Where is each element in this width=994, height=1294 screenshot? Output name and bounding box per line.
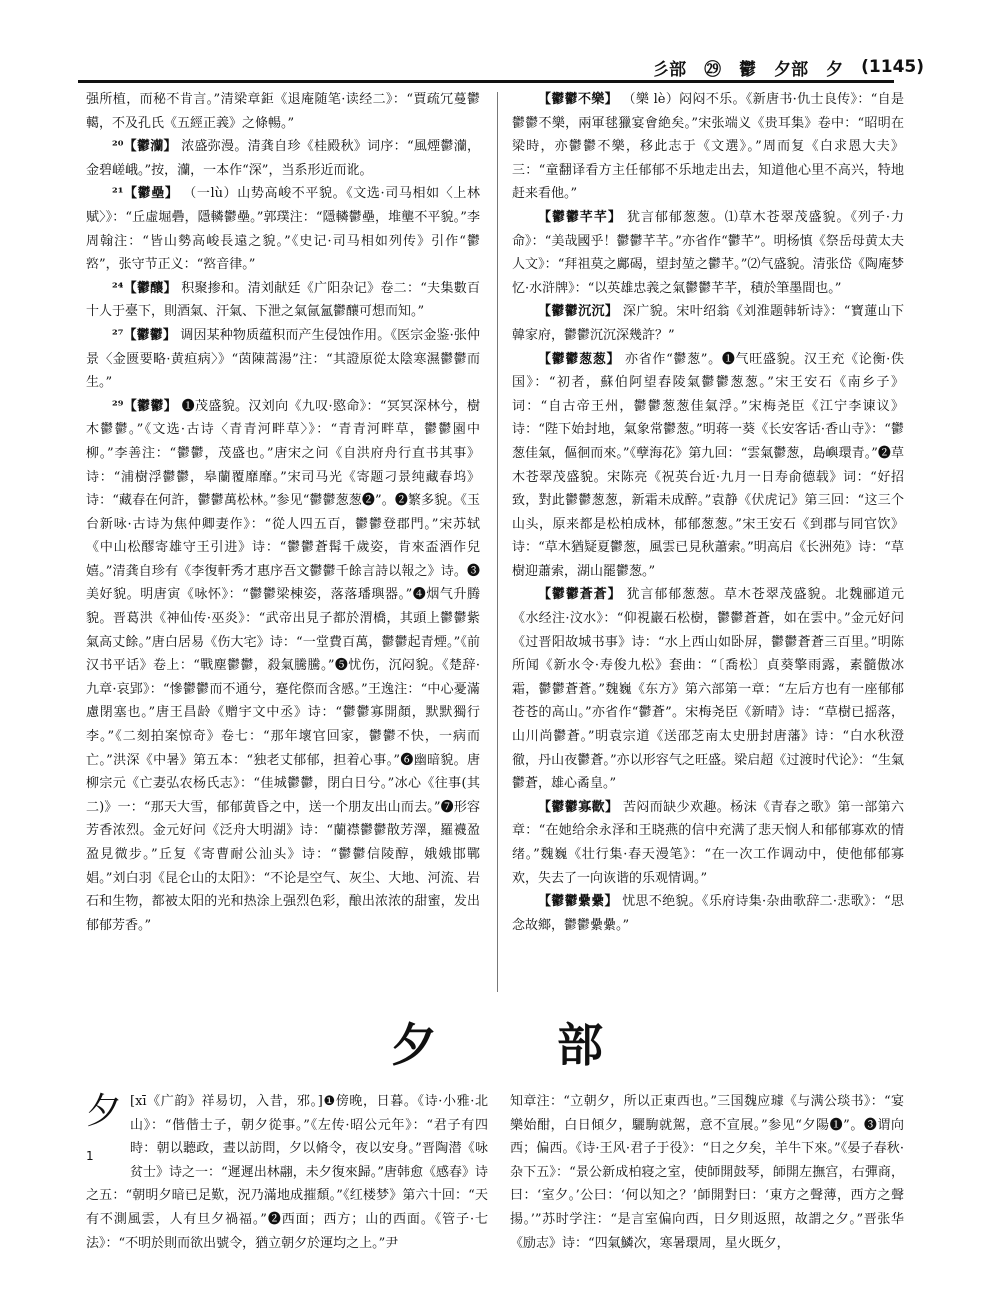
header-radical-left: 彡部: [652, 59, 687, 80]
header-radical-char: 夕: [826, 59, 844, 80]
entry-paragraph: [512, 300, 904, 347]
entry-paragraph: [512, 88, 904, 206]
entry-headword: ²⁹【鬱鬱】: [112, 398, 178, 414]
entry-headword: 【鬱鬱葱葱】: [538, 351, 621, 367]
entry-headword: 【鬱鬱不樂】: [538, 92, 619, 107]
entry-text: 浓盛弥漫。清龚自珍《桂殿秋》词序：“風煙鬱灡，金碧嵯峨。”按，灡，一本作“深”，当系形近而讹。: [86, 139, 480, 178]
entry-headword: ²⁷【鬱鬱】: [112, 327, 177, 343]
entry-text: 深广貌。宋叶绍翁《刘淮题韩斩诗》：“寶蓮山下韓家府，鬱鬱沉沉深幾許？”: [512, 304, 904, 343]
entry-text: ❶茂盛貌。汉刘向《九叹·愍命》：“冥冥深林兮，樹木鬱鬱。”《文选·古诗〈青青河畔草〉》：“青青河畔草，鬱鬱園中柳。”李善注：“鬱鬱，茂盛也。”唐宋之问《自洪府舟行直书其事》诗：“浦樹浮鬱鬱，皋蘭覆靡靡。”宋司马光《寄题刁景纯藏春坞》诗：“藏春在何許，鬱鬱萬松林。”参见“鬱鬱葱葱❷”。❷繁多貌。《玉台新咏·古诗为焦仲卿妻作》：“從人四五百，鬱鬱登郡門。”宋苏轼《中山松醪寄雄守王引进》诗：“鬱鬱蒼髯千歲姿，肯來盃酒作兒嬉。”清龚自珍有《李復軒秀才惠序吾文鬱鬱千餘言詩以報之》诗。❸美好貌。明唐寅《咏怀》：“鬱鬱梁棟姿，落落璠璵器。”❹烟气升腾貌。晋葛洪《神仙传·巫炎》：“武帝出見子都於渭橋，其頭上鬱鬱紫氣高丈餘。”唐白居易《伤大宅》诗：“一堂費百萬，鬱鬱起青煙。”《前汉书平话》卷上：“戰塵鬱鬱，殺氣騰騰。”❺忧伤，沉闷貌。《楚辞·九章·哀郢》：“慘鬱鬱而不通兮，蹇侘傺而含慼。”王逸注：“中心憂滿慮閉塞也。”唐王昌龄《赠宇文中丞》诗：“鬱鬱寡開顏，默默獨行李。”《二刻拍案惊奇》卷七：“那年壞官回家，鬱鬱不快，一病而亡。”洪深《中暑》第五本：“独老丈郁郁，担着心事。”❻幽暗貌。唐柳宗元《亡妻弘农杨氏志》：“佳城鬱鬱，閉白日兮。”冰心《往事(其二)》一：“那天大雪，郁郁黄昏之中，送一个朋友出山而去。”❼形容芳香浓烈。金元好问《泛舟大明湖》诗：“蘭襟鬱鬱散芳澤，羅襪盈盈見微步。”丘复《寄曹耐公汕头》诗：“鬱鬱信陵醇，娥娥邯鄲娼。”刘白羽《昆仑山的太阳》：“不论是空气、灰尘、大地、河流、岩石和生物，都被太阳的光和热涂上强烈色彩，酿出浓浓的甜蜜，发出郁郁芳香。”: [86, 398, 480, 933]
column-divider: [497, 92, 498, 992]
entry-paragraph: [86, 277, 480, 324]
header-radical-right: 夕部: [774, 59, 809, 80]
entry-text: 犹言郁郁葱葱。⑴草木苍翠茂盛貌。《列子·力命》：“美哉國乎！鬱鬱芊芊。”亦省作“鬱芊”。明杨慎《祭岳母黄太夫人文》：“拜祖莫之鄺碣，望封堃之鬱芊。”⑵气盛貌。清张岱《陶庵梦忆·水浒牌》：“以英雄忠義之氣鬱鬱芊芊，積於筆墨間也。”: [512, 209, 904, 296]
entry-paragraph: [86, 182, 480, 276]
entry-headword: 【鬱鬱芊芊】: [538, 209, 622, 225]
entry-paragraph: 强所植，而秘不肯言。”清梁章鉅《退庵随笔·读经二》：“賈疏冗蔓鬱轕，不及孔氏《五經正義》之條暢。”: [86, 92, 480, 131]
entry-headword: ²⁴【鬱釀】: [112, 280, 177, 296]
entry-text: 苦闷而缺少欢趣。杨沫《青春之歌》第一部第六章：“在她给余永泽和王晓燕的信中充满了悲天悯人和郁郁寡欢的情绪。”魏巍《壮行集·春天漫笔》：“在一次工作调动中，使他郁郁寡欢，失去了一向诙谐的乐观情调。”: [512, 799, 904, 886]
entry-headword: 【鬱鬱沉沉】: [538, 304, 619, 320]
entry-paragraph: [86, 324, 480, 395]
section-title-right: 部: [557, 1018, 603, 1072]
entry-headword: 【鬱鬱寡歡】: [538, 799, 619, 815]
header-char: 鬱: [739, 59, 757, 80]
entry-text: [xī《广韵》祥易切，入昔，邪。]❶傍晚，日暮。《诗·小雅·北山》：“偕偕士子，朝夕從事。”《左传·昭公元年》：“君子有四時：朝以聽政，晝以訪問，夕以脩令，夜以安身。”晋陶潜《咏贫士》诗之一：“遲遲出林翮，未夕復來歸。”唐韩愈《感春》诗之五：“朝明夕暗已足歎，況乃滿地成摧頹。”《红楼梦》第六十回：“天有不測風雲，人有旦夕禍福。”❷西面；西方；山的西面。《管子·七法》：“不明於則而欲出號令，猶立朝夕於運均之上。”尹: [86, 1094, 488, 1251]
entry-headword: 【鬱鬱蒼蒼】: [538, 587, 622, 603]
header-rule: [78, 80, 894, 83]
entry-text: 积聚掺和。清刘献廷《广阳杂记》卷二：“夫集數百十人于臺下，則酒氣、汗氣、下泄之氣氤氳鬱釀可想而知。”: [86, 280, 480, 320]
entry-headword: ²¹【鬱壘】: [112, 186, 179, 202]
entry-text: （樂 lè）闷闷不乐。《新唐书·仇士良传》：“自是鬱鬱不樂，兩軍毬獵宴會絶矣。”宋张端义《贵耳集》卷中：“昭明在梁時，亦鬱鬱不樂，移此志于《文選》。”周而复《白求恩大夫》三：“童翻译看方主任郁郁不乐地走出去，知道他心里不高兴，特地赶来看他。”: [512, 92, 904, 202]
entry-right-column: [510, 1090, 904, 1290]
entry-headword: 【鬱鬱纍纍】: [538, 894, 618, 910]
entry-headword: ²⁰【鬱灡】: [112, 139, 177, 155]
section-title: [0, 1012, 994, 1072]
entry-paragraph: [512, 796, 904, 890]
entry-text: 亦省作“鬱葱”。❶气旺盛貌。汉王充《论衡·佚国》：“初者，蘇伯阿望舂陵氣鬱鬱葱葱。”宋王安石《南乡子》词：“自古帝王州，鬱鬱葱葱佳氣浮。”宋梅尧臣《江宁李谏议》诗：“陛下始封地，氣象常鬱葱。”明蒋一葵《长安客话·香山寺》：“鬱葱佳氣，傴徊而來。”《孽海花》第九回：“雲氣鬱葱，島嶼環青。”❷草木苍翠茂盛貌。宋陈亮《祝英台近·九月一日寿俞德载》词：“好招致，對此鬱鬱葱葱，新霜未成醉。”袁静《伏虎记》第三回：“这三个山头，原来都是松柏成林，郁郁葱葱。”宋王安石《到郡与同官饮》诗：“草木猶疑夏鬱葱，風雲已見秋蕭索。”明高启《长洲苑》诗：“草樹迎蕭索，湖山罷鬱葱。”: [512, 351, 904, 579]
entry-big-char: 夕$^1$: [86, 1091, 123, 1163]
entry-text: （一lù）山势高峻不平貌。《文选·司马相如〈上林赋〉》：“丘虛堀礨，隱轔鬱壘。”郭璞注：“隱轔鬱壘，堆壟不平貌。”李周翰注：“皆山勢高峻長遠之貌。”《史记·司马相如列传》引作“鬱𡼖”，张守节正义：“𡼖音律。”: [86, 186, 480, 273]
header-stroke-count: ㉙: [704, 59, 722, 80]
entry-paragraph: [512, 348, 904, 584]
entry-text: 忧思不绝貌。《乐府诗集·杂曲歌辞二·悲歌》：“思念故鄉，鬱鬱纍纍。”: [512, 894, 904, 933]
page-number: (1145): [861, 57, 924, 77]
entry-paragraph: [86, 135, 480, 182]
entry-text: 犹言郁郁葱葱。草木苍翠茂盛貌。北魏郦道元《水经注·汶水》：“仰視巖石松樹，鬱鬱蒼蒼，如在雲中。”金元好问《过晋阳故城书事》诗：“水上西山如卧屏，鬱鬱蒼蒼三百里。”明陈所闻《新水令·寿俊九松》套曲：“〔喬松〕貞葵擎雨露，素髓傲冰霜，鬱鬱蒼蒼。”魏巍《东方》第六部第一章：“左后方也有一座郁郁苍苍的高山。”亦省作“鬱蒼”。宋梅尧臣《新晴》诗：“草樹已摇落，山川尚鬱蒼。”明袁宗道《送邵芝南太史册封唐藩》诗：“白水秋澄徹，丹山夜鬱蒼。”亦以形容气之旺盛。梁启超《过渡时代论》：“生氣鬱蒼，雄心矞皇。”: [512, 587, 904, 792]
left-column: [86, 88, 480, 1006]
entry-paragraph: [512, 206, 904, 300]
entry-left-column: [86, 1090, 488, 1290]
entry-text: 调因某种物质蕴积而产生侵蚀作用。《医宗金鉴·张仲景〈金匮要略·黄疸病〉》“茵陳蒿湯”注：“其證原從太陰寒濕鬱鬱而生。”: [86, 327, 480, 391]
entry-paragraph: [512, 583, 904, 795]
right-column: [512, 88, 904, 1006]
page-header: [40, 52, 924, 82]
section-title-left: 夕: [391, 1018, 437, 1072]
entry-paragraph: [512, 890, 904, 937]
entry-text: 知章注：“立朝夕，所以正東西也。”三国魏应璩《与满公琰书》：“宴樂始酣，白日傾夕，驪駒就駕，意不宣展。”参见“夕陽❶”。❸谓向西；偏西。《诗·王风·君子于役》：“日之夕矣，羊牛下來。”《晏子春秋·杂下五》：“景公新成柏寝之室，使師開鼓琴，師開左撫宫，右彈商，曰：‘室夕。’公曰：‘何以知之？’師開對曰：‘東方之聲薄，西方之聲揚。’”苏时学注：“是言室偏向西，日夕則返照，故謂之夕。”晋张华《励志》诗：“四氣鱗次，寒暑環周，星火既夕，: [510, 1094, 904, 1251]
entry-paragraph: [86, 395, 480, 938]
entry-number: 1: [86, 1149, 94, 1163]
